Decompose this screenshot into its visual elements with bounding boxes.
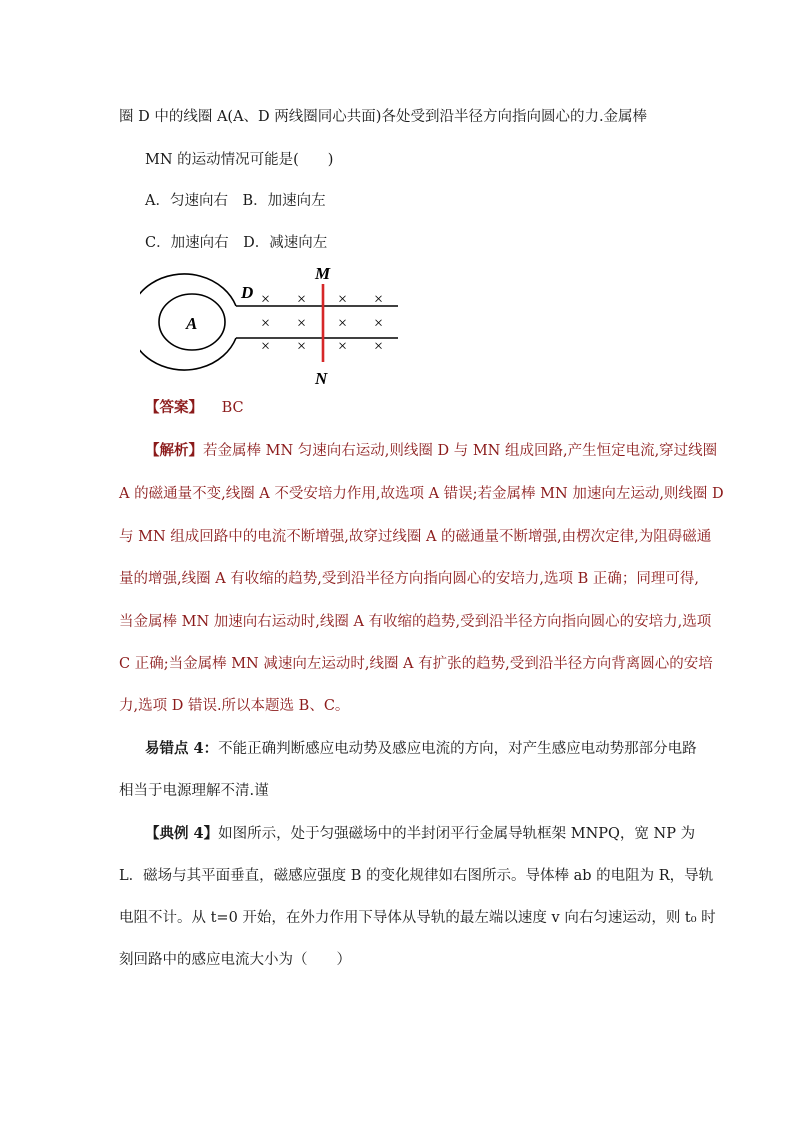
options-c-d: C．加速向右 D．减速向左 [145,235,328,251]
example-line-3: 电阻不计。从 t=0 开始，在外力作用下导体从导轨的最左端以速度 v 向右匀速运动，则 t₀ 时 [119,910,716,926]
rod-label-n: N [315,369,328,388]
cross-mark: × [297,291,307,308]
cross-mark: × [261,291,271,308]
answer-tag: 【答案】 [145,399,203,416]
error-point-tag: 易错点 4： [145,740,219,757]
example-line-4: 刻回路中的感应电流大小为（ ） [119,952,351,968]
options-a-b: A．匀速向右 B．加速向左 [145,193,326,209]
example-text: 如图所示，处于匀强磁场中的半封闭平行金属导轨框架 MNPQ，宽 NP 为 [218,826,696,842]
cross-mark: × [338,315,348,332]
cross-mark: × [297,315,307,332]
analysis-tag: 【解析】 [145,442,203,459]
example-line-2: L．磁场与其平面垂直，磁感应强度 B 的变化规律如右图所示。导体棒 ab 的电阻为 R，导轨 [119,868,714,884]
cross-mark: × [374,315,384,332]
analysis-text: 若金属棒 MN 匀速向右运动,则线圈 D 与 MN 组成回路,产生恒定电流,穿过线圈 [203,443,718,459]
coil-d-label: D [241,283,254,302]
analysis-line-7: 力,选项 D 错误.所以本题选 B、C。 [119,698,350,714]
cross-mark: × [374,291,384,308]
example-tag: 【典例 4】 [145,825,219,842]
error-point-line-2: 相当于电源理解不清.谨 [119,783,269,799]
analysis-line-1 [145,441,717,461]
analysis-line-3: 与 MN 组成回路中的电流不断增强,故穿过线圈 A 的磁通量不断增强,由楞次定律,为阻碍磁通 [119,529,712,545]
cross-mark: × [261,315,271,332]
rod-label-m: M [315,264,331,283]
cross-mark: × [374,338,384,355]
cross-mark: × [338,291,348,308]
question-line-1: 圈 D 中的线圈 A(A、D 两线圈同心共面)各处受到沿半径方向指向圆心的力.金属棒 [119,109,648,125]
question-line-2: MN 的运动情况可能是( ) [145,152,334,168]
coil-rail-figure [140,258,410,388]
cross-mark: × [261,338,271,355]
analysis-line-2: A 的磁通量不变,线圈 A 不受安培力作用,故选项 A 错误;若金属棒 MN 加速向左运动,则线圈 D [119,486,724,502]
coil-a-label: A [186,314,198,333]
cross-mark: × [297,338,307,355]
analysis-line-4: 量的增强,线圈 A 有收缩的趋势,受到沿半径方向指向圆心的安培力,选项 B 正确；同理可得, [119,571,699,587]
cross-mark: × [338,338,348,355]
answer-line [145,398,244,418]
error-point-line-1 [145,739,697,759]
analysis-line-6: C 正确;当金属棒 MN 减速向左运动时,线圈 A 有扩张的趋势,受到沿半径方向背离圆心的安培 [119,656,713,672]
error-point-text: 不能正确判断感应电动势及感应电流的方向，对产生感应电动势那部分电路 [218,741,697,757]
example-line-1 [145,824,695,844]
analysis-line-5: 当金属棒 MN 加速向右运动时,线圈 A 有收缩的趋势,受到沿半径方向指向圆心的安培力,选项 [119,614,712,630]
answer-value: BC [221,400,244,416]
